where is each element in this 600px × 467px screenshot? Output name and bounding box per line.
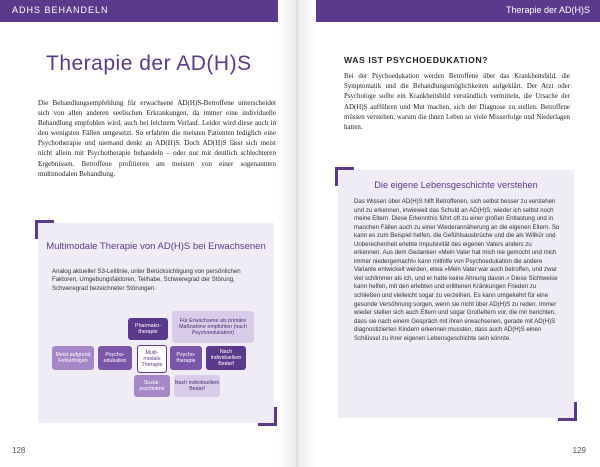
page-title: Therapie der AD(H)S [46,52,252,75]
node-multimodale-therapie: Multi-modale Therapie [137,345,167,373]
section-heading: WAS IST PSYCHOEDUKATION? [344,55,489,65]
page-number-left: 128 [12,446,26,455]
life-story-box [338,170,574,418]
corner-bracket-top-left [35,220,54,239]
corner-bracket-bottom-right [258,407,277,426]
box-title: Die eigene Lebensgeschichte verstehen [374,180,538,190]
box-title: Multimodale Therapie von AD(H)S bei Erwachsenen [46,241,266,252]
page-number-right: 129 [572,446,586,455]
node-individual-need-right: Nach individuellem Bedarf [206,346,246,370]
section-label: ADHS BEHANDELN [12,5,109,15]
running-title: Therapie der AD(H)S [505,5,590,15]
body-paragraph: Die Behandlungsempfehlung für erwachsene AD(H)S-Betroffene unterscheidet sich von allen anderen seelischen Erkrankungen, da immer eine individuelle Behandlung empfohlen wird, auch bei leichtem Verlauf. Leider wird diese auch in den wenigsten Fällen umgesetzt. So erfahren die meisten Patienten lediglich eine Psychotherapie und niemand denkt an AD(H)S. Doch AD(H)S lässt sich meist nicht allein mit Psychotherapie behandeln – oder nur mit deutlich schlechteren Ergebnissen. Betroffene profitieren am meisten von einer sogenannten multimodalen Behandlung. [38,99,276,178]
header-bar-right [316,0,600,22]
book-gutter [278,0,316,467]
node-fehlerfolgen: Meist aufgrund Fehlerfolgen [52,346,94,370]
box-text: Das Wissen über AD(H)S hilft Betroffenen, sich selbst besser zu verstehen und zu erkennen, inwieweit das Schuld an AD(H)S, wieder ich selbst noch meine Eltern. Diese Erkenntnis führt oft zu einer großen Entlastung und in manchen Fällen auch zu einer Wiederannäherung an die eigenen Eltern. So kann es zum Beispiel helfen, die Gefühlsausbrüche und die als Willkür und Unberechenheit erlebte Impulsivität des eigenen Vaters anders zu erkennen. Aus dem Gedanken »Mein Vater hat mich nie gemocht und mich immer niedergemacht« kann mithilfe von Psychoedukation die andere Variante entwickelt werden, etwa »Mein Vater war auch betroffen, und zwar viel schlimmer als ich, und er hatte keine Ahnung davon.« Diese Sichtweise kann helfen, mit den erlebten und erlittenen Kränkungen Frieden zu schließen und vielleicht sogar zu verzeihen. Es kann umgekehrt für eine gesunde Versöhnung sorgen, wenn sie nicht über AD(H)S zu reden. Immer wieder stellen sich auch Eltern und sogar Großeltern vor, die mir berichten, dass sie nach einem Gespräch mit ihren erwachsenen, gerade mit AD(H)S diagnostizierten Kindern erkennen mussten, dass auch AD(H)S einen Schlüssel zu ihrer eigenen Lebensgeschichte sein könnte. [354,198,560,342]
body-paragraph-right: Bei der Psychoedukation werden Betroffene über das Krankheitsbild, die Symptomatik und die Behandlungsmöglichkeiten aufgeklärt. Der Arzt oder Psychologe sollte ein Krankheitsbild verständlich vermitteln, die Ursache der AD(H)S aufführen und Mut machen, sich der Diagnose zu stellen. Betroffene müssen verstehen, warum die ihnen Leben so viele Misserfolge und Niederlagen hatten. [344,73,570,132]
header-bar-left [0,0,278,22]
node-individual-need-bottom: Nach individuellem Bedarf [174,375,220,397]
box-text: Analog aktueller S3-Leitlinie, unter Berücksichtigung von persönlichen Faktoren, Umgebungsfaktoren, Teilhabe, Schweregrad der Störung, Schweregrad bezeichneter Störungen. [52,268,241,292]
corner-bracket-bottom-right [558,402,577,421]
node-pharmakotherapie: Pharmako-therapie [128,318,168,340]
node-primary-recommendation: Für Erwachsene als primäre Maßnahme empfohlen (nach Psychoedukation) [172,311,254,343]
node-psychoedukation: Psycho-edukation [98,346,132,370]
node-psychotherapie: Psycho-therapie [170,346,202,370]
multimodal-therapy-box [38,223,274,423]
node-sozialpsychiatrie: Sozial-psychiatrie [134,375,170,397]
